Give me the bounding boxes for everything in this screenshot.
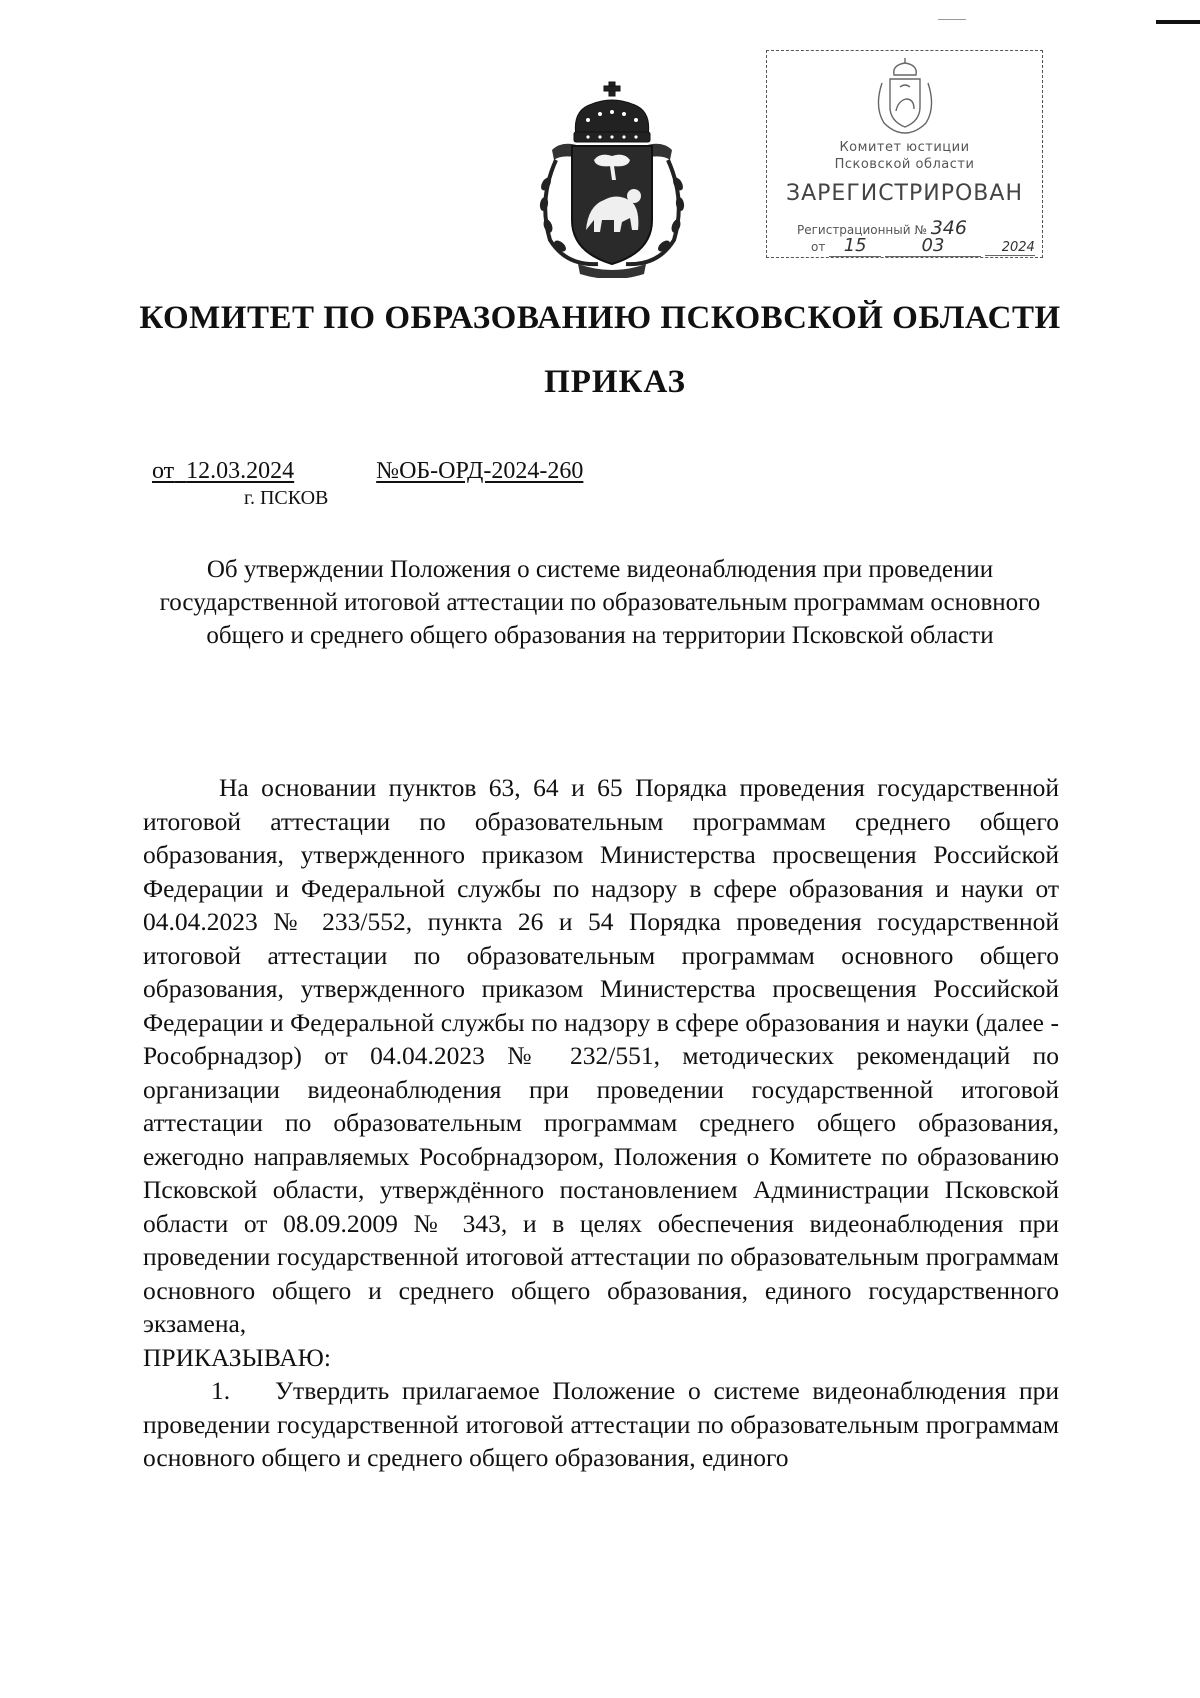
order-date-prefix: от [152,458,175,484]
stamp-coat-of-arms-icon [872,57,938,139]
order-body [143,771,1059,1475]
stamp-date-day-field [829,235,881,257]
stamp-date-prefix: от [811,240,826,254]
stamp-date-day: 15 [843,235,867,256]
scan-edge-mark [1156,20,1200,24]
organization-title: КОМИТЕТ ПО ОБРАЗОВАНИЮ ПСКОВСКОЙ ОБЛАСТИ [139,300,1061,336]
preamble-paragraph: На основании пунктов 63, 64 и 65 Порядка проведения государственной итоговой аттестации по образовательным программам среднего общего образования, утвержденного приказом Министерства просвещения Российской Федерации и Федеральной службы по надзору в сфере образования и науки от 04.04.2023 № 233/552, пункта 26 и 54 Порядка проведения государственной итоговой аттестации по образовательным программам основного общего образования, утвержденного приказом Министерства просвещения Российской Федерации и Федеральной службы по надзору в сфере образования и науки (далее - Рособрнадзор) от 04.04.2023 № 232/551, методических рекомендаций по организации видеонаблюдения при проведении государственной итоговой аттестации по образовательным программам среднего общего образования, ежегодно направляемых Рособрнадзором, Положения о Комитете по образованию Псковской области, утверждённого постановлением Администрации Псковской области от 08.09.2009 № 343, и в целях обеспечения видеонаблюдения при проведении государственной итоговой аттестации по образовательным программам основного общего и среднего общего образования, единого государственного экзамена, [143,773,1059,1338]
coat-of-arms-icon [532,80,692,278]
order-item [143,1374,1059,1475]
order-item-number: 1. [211,1376,231,1405]
document-type-title: ПРИКАЗ [544,364,686,400]
stamp-number-label: Регистрационный № [797,223,927,237]
stamp-number-handwritten: 346 [930,217,967,239]
order-city: г. ПСКОВ [244,487,329,509]
stamp-date-year-field [985,240,1035,256]
stamp-date-row [811,235,1035,257]
order-directive-word: ПРИКАЗЫВАЮ: [143,1342,331,1372]
registration-stamp [766,50,1043,258]
order-date [152,458,294,484]
order-item-text: Утвердить прилагаемое Положение о системе видеонаблюдения при проведении государственной итоговой аттестации по образовательным программам основного общего и среднего общего образования, единого [143,1376,1059,1472]
order-date-line [152,458,583,485]
stamp-organization-line-2: Псковской области [834,157,975,172]
stamp-organization-line-1: Комитет юстиции [839,140,970,155]
order-number: №ОБ-ОРД-2024-260 [376,458,584,484]
scan-mark [938,19,966,20]
stamp-date-month: 03 [921,235,945,256]
order-subject: Об утверждении Положения о системе видеонаблюдения при проведении государственной итоговой аттестации по образовательным программам основного общего и среднего общего образования на территории Псковской области [159,556,1041,649]
stamp-date-month-field [885,235,981,257]
stamp-date-year: 2024 [1001,240,1035,255]
order-date-value: 12.03.2024 [186,458,295,484]
stamp-status: ЗАРЕГИСТРИРОВАН [786,181,1023,206]
